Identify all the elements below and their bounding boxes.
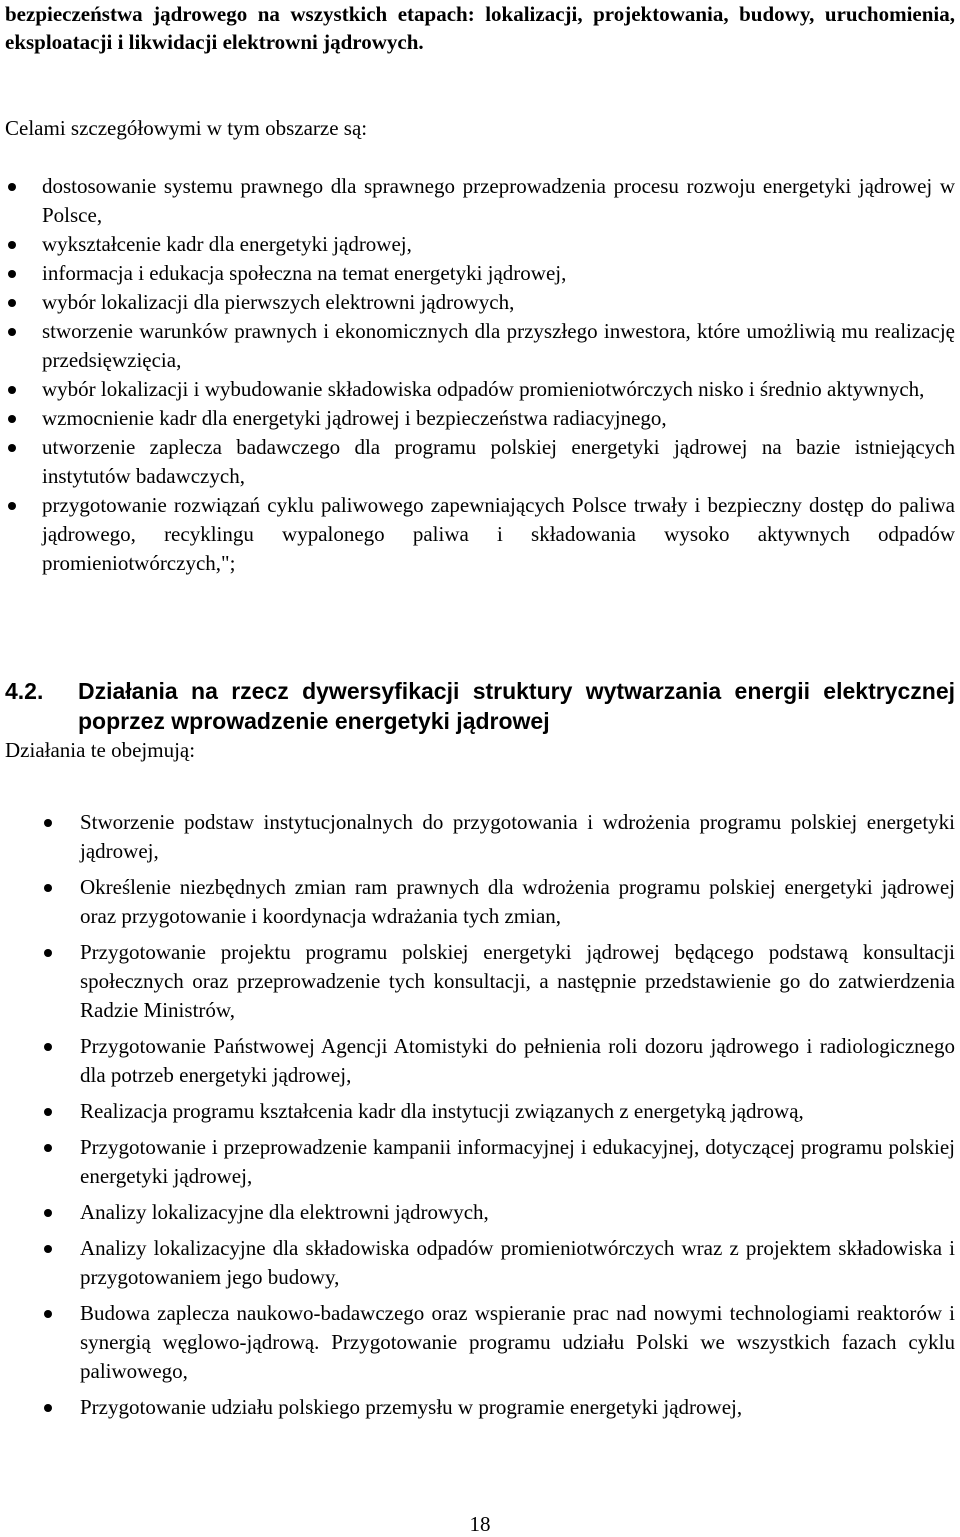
list-item: Przygotowanie Państwowej Agencji Atomistyki do pełnienia roli dozoru jądrowego i radiologicznego dla potrzeb energetyki jądrowej, [80, 1032, 955, 1090]
actions-lead: Działania te obejmują: [5, 738, 196, 762]
section-number: 4.2. [5, 678, 44, 704]
list-item: Budowa zaplecza naukowo-badawczego oraz wspieranie prac nad nowymi technologiami reaktorów i synergią węglowo-jądrową. Przygotowanie programu udziału Polski we wszystkich fazach cyklu paliwowego, [80, 1299, 955, 1386]
list-item: wykształcenie kadr dla energetyki jądrowej, [42, 230, 955, 259]
list-item: Przygotowanie udziału polskiego przemysłu w programie energetyki jądrowej, [80, 1393, 955, 1422]
list-item: Określenie niezbędnych zmian ram prawnych dla wdrożenia programu polskiej energetyki jądrowej oraz przygotowanie i koordynacja wdrażania tych zmian, [80, 873, 955, 931]
list-item: Analizy lokalizacyjne dla elektrowni jądrowych, [80, 1198, 955, 1227]
list-item: stworzenie warunków prawnych i ekonomicznych dla przyszłego inwestora, które umożliwią mu realizację przedsięwzięcia, [42, 317, 955, 375]
list-item: Analizy lokalizacyjne dla składowiska odpadów promieniotwórczych wraz z projektem składowiska i przygotowaniem jego budowy, [80, 1234, 955, 1292]
list-item: wzmocnienie kadr dla energetyki jądrowej i bezpieczeństwa radiacyjnego, [42, 404, 955, 433]
list-item: Przygotowanie i przeprowadzenie kampanii informacyjnej i edukacyjnej, dotyczącej programu polskiej energetyki jądrowej, [80, 1133, 955, 1191]
list-item: Realizacja programu kształcenia kadr dla instytucji związanych z energetyką jądrową, [80, 1097, 955, 1126]
list-item: utworzenie zaplecza badawczego dla programu polskiej energetyki jądrowej na bazie istniejących instytutów badawczych, [42, 433, 955, 491]
actions-list [80, 808, 955, 1429]
section-heading [5, 676, 955, 736]
list-item: wybór lokalizacji i wybudowanie składowiska odpadów promieniotwórczych nisko i średnio aktywnych, [42, 375, 955, 404]
list-item: Przygotowanie projektu programu polskiej energetyki jądrowej będącego podstawą konsultacji społecznych oraz przeprowadzenie tych konsultacji, a następnie przedstawienie go do zatwierdzenia Radzie Ministrów, [80, 938, 955, 1025]
intro-paragraph: bezpieczeństwa jądrowego na wszystkich etapach: lokalizacji, projektowania, budowy, uruchomienia, eksploatacji i likwidacji elektrowni jądrowych. [5, 2, 955, 54]
list-item: przygotowanie rozwiązań cyklu paliwowego zapewniających Polsce trwały i bezpieczny dostęp do paliwa jądrowego, recyklingu wypalonego paliwa i składowania wysoko aktywnych odpadów promieniotwórczych,"; [42, 491, 955, 578]
list-item: dostosowanie systemu prawnego dla sprawnego przeprowadzenia procesu rozwoju energetyki jądrowej w Polsce, [42, 172, 955, 230]
goals-lead: Celami szczegółowymi w tym obszarze są: [5, 116, 368, 140]
goals-list [42, 172, 955, 578]
list-item: wybór lokalizacji dla pierwszych elektrowni jądrowych, [42, 288, 955, 317]
list-item: informacja i edukacja społeczna na temat energetyki jądrowej, [42, 259, 955, 288]
list-item: Stworzenie podstaw instytucjonalnych do przygotowania i wdrożenia programu polskiej energetyki jądrowej, [80, 808, 955, 866]
page-number: 18 [469, 1512, 491, 1536]
section-title: Działania na rzecz dywersyfikacji struktury wytwarzania energii elektrycznej poprzez wprowadzenie energetyki jądrowej [78, 678, 955, 734]
